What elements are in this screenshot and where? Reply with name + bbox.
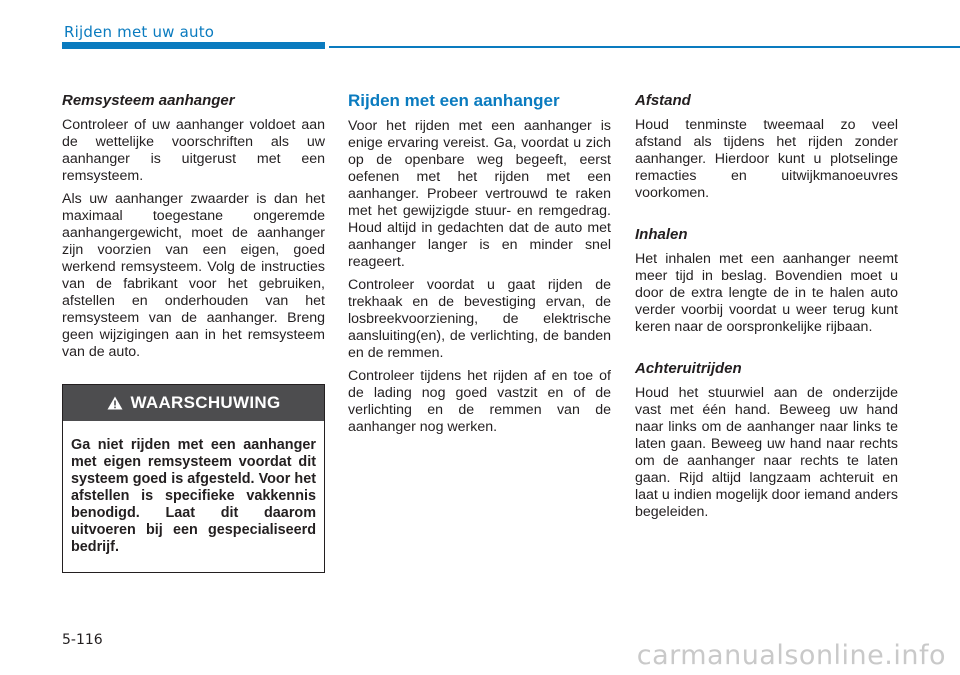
paragraph: Houd tenminste tweemaal zo veel afstand als tijdens het rijden zonder aanhanger. Hierdoor kunt u plotselinge remacties en uitwijkmanoeuvres voorkomen. xyxy=(635,117,898,201)
heading-afstand: Afstand xyxy=(635,92,691,109)
paragraph: Als uw aanhanger zwaarder is dan het maximaal toegestane ongeremde aanhangergewicht, moet de aanhanger zijn voorzien van een eigen, goed werkend remsysteem. Volg de instructies van de fabrikant voor het gebruiken, afstellen en onderhouden van het remsysteem van de aanhanger. Breng geen wijzigingen aan in het remsysteem van de auto. xyxy=(62,191,325,360)
middle-column xyxy=(348,91,611,442)
heading-achteruitrijden: Achteruitrijden xyxy=(635,360,742,377)
left-column xyxy=(62,91,325,367)
paragraph: Het inhalen met een aanhanger neemt meer tijd in beslag. Bovendien moet u door de extra lengte de in te halen auto verder voorbij voordat u weer terug kunt keren naar de oorspronkelijke rijbaan. xyxy=(635,251,898,335)
paragraph: Controleer of uw aanhanger voldoet aan de wettelijke voorschriften als uw aanhanger is uitgerust met een remsysteem. xyxy=(62,117,325,184)
section-header-title: Rijden met uw auto xyxy=(64,23,215,41)
page-number: 5-116 xyxy=(62,632,103,648)
heading-remsysteem-aanhanger: Remsysteem aanhanger xyxy=(62,92,235,109)
paragraph: Controleer voordat u gaat rijden de trekhaak en de bevestiging ervan, de losbreekvoorziening, de elektrische aansluiting(en), de verlichting, de banden en de remmen. xyxy=(348,277,611,361)
header-rule xyxy=(329,46,960,48)
warning-header xyxy=(63,385,324,421)
header-accent-bar xyxy=(62,42,325,49)
warning-box xyxy=(62,384,325,573)
watermark: carmanualsonline.info xyxy=(636,640,946,671)
warning-triangle-icon xyxy=(107,396,123,410)
warning-text: Ga niet rijden met een aanhanger met eigen remsysteem voordat dit systeem goed is afgesteld. Voor het afstellen is specifieke vakkennis benodigd. Laat dit daarom uitvoeren bij een gespecialiseerd bedrijf. xyxy=(71,437,316,555)
right-column xyxy=(635,91,898,527)
paragraph: Controleer tijdens het rijden af en toe of de lading nog goed vastzit en of de verlichting en de remmen van de aanhanger nog werken. xyxy=(348,368,611,435)
heading-inhalen: Inhalen xyxy=(635,226,688,243)
warning-label: WAARSCHUWING xyxy=(130,393,281,412)
paragraph: Voor het rijden met een aanhanger is enige ervaring vereist. Ga, voordat u zich op de openbare weg begeeft, eerst oefenen met het rijden met een aanhanger. Probeer vertrouwd te raken met het gewijzigde stuur- en remgedrag. Houd altijd in gedachten dat de auto met aanhanger langer is en minder snel reageert. xyxy=(348,118,611,270)
paragraph: Houd het stuurwiel aan de onderzijde vast met één hand. Beweeg uw hand naar links om de aanhanger naar links te laten gaan. Beweeg uw hand naar rechts om de aanhanger naar rechts te laten gaan. Rijd altijd langzaam achteruit en laat u indien mogelijk door iemand anders begeleiden. xyxy=(635,385,898,520)
heading-rijden-met-een-aanhanger: Rijden met een aanhanger xyxy=(348,91,560,110)
